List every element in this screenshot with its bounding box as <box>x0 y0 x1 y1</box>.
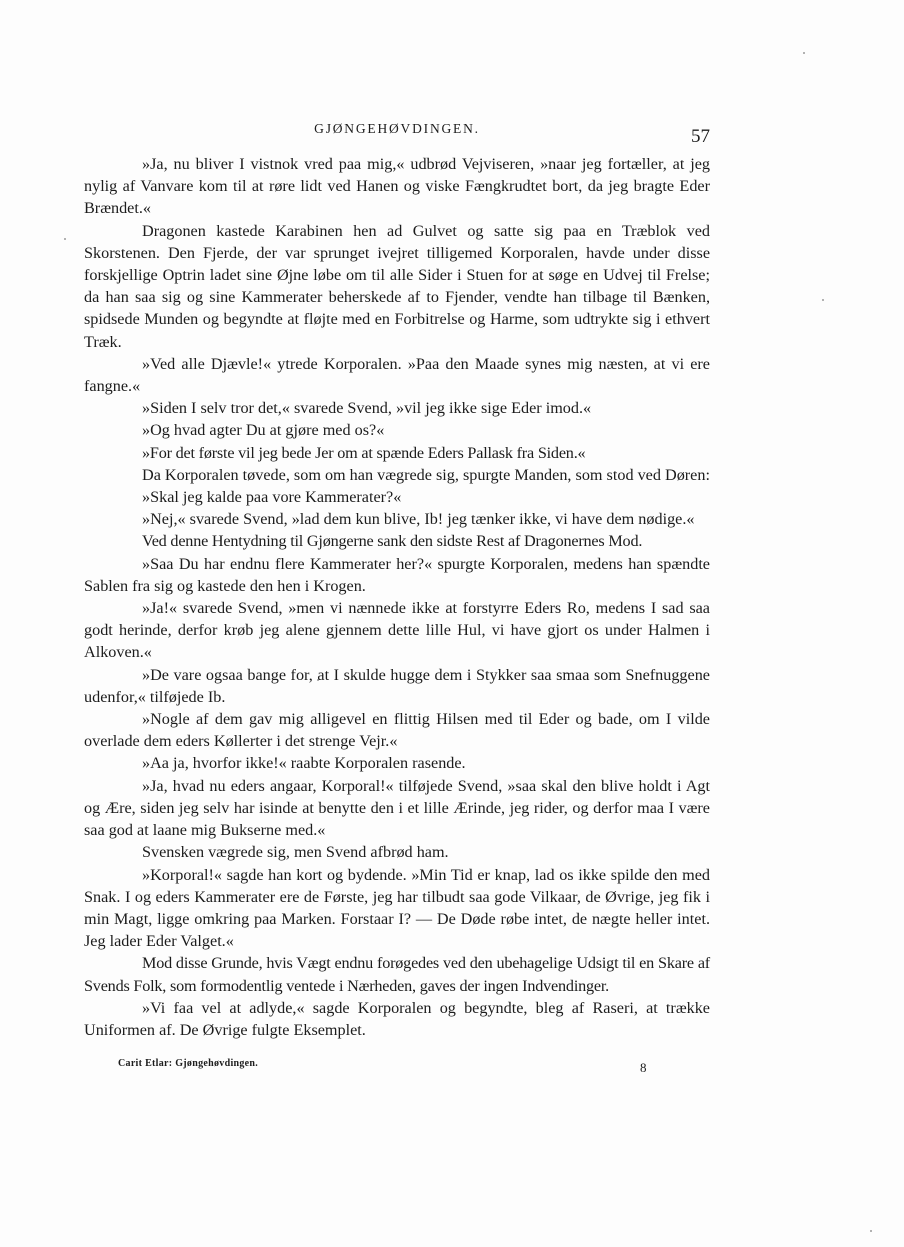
paper-speck <box>870 1230 872 1232</box>
paragraph: Ved denne Hentydning til Gjøngerne sank den sidste Rest af Dragonernes Mod. <box>142 532 643 551</box>
paper-speck <box>803 52 805 54</box>
paragraph: Dragonen kastede Karabinen hen ad Gulvet og satte sig paa en Træblok ved Skorstenen. Den Fjerde, der var sprunget ivejret tilligemed Korporalen, havde under disse forskjellige Optrin ladet sine Øjne løbe om til alle Sider i Stuen for at søge en Udvej til Frelse; da han saa sig og sine Kammerater beherskede af to Fjender, vendte han tilbage til Bænken, spidsede Munden og begyndte at fløjte med en Forbitrelse og Harme, som udtrykte sig i ethvert Træk. <box>84 221 710 351</box>
page-footer <box>84 1058 710 1078</box>
paragraph: »Skal jeg kalde paa vore Kammerater?« <box>142 488 402 507</box>
paragraph: »Korporal!« sagde han kort og bydende. »Min Tid er knap, lad os ikke spilde den med Snak. I og eders Kammerater ere de Første, jeg har tilbudt saa gode Vilkaar, de Øvrige, jeg fik i min Magt, ligge omkring paa Marken. Forstaar I? — De Døde røbe intet, de nægte heller intet. Jeg lader Eder Valget.« <box>84 865 710 951</box>
paragraph: »Vi faa vel at adlyde,« sagde Korporalen og begyndte, bleg af Raseri, at trække Uniformen af. De Øvrige fulgte Eksemplet. <box>84 998 710 1039</box>
page-number: 57 <box>691 126 710 147</box>
paragraph: Mod disse Grunde, hvis Vægt endnu forøgedes ved den ubehagelige Udsigt til en Skare af Svends Folk, som formodentlig ventede i Nærheden, gaves der ingen Indvendinger. <box>84 954 710 995</box>
signature-line: Carit Etlar: Gjøngehøvdingen. <box>118 1058 259 1069</box>
paragraph: »Ved alle Djævle!« ytrede Korporalen. »Paa den Maade synes mig næsten, at vi ere fangne.« <box>84 354 710 396</box>
paragraph: »Saa Du har endnu flere Kammerater her?« spurgte Korporalen, medens han spændte Sablen fra sig og kastede den hen i Krogen. <box>84 554 710 595</box>
paragraph: »Nogle af dem gav mig alligevel en flittig Hilsen med til Eder og bade, om I vilde overlade dem eders Køllerter i det strenge Vejr.« <box>84 710 710 751</box>
paragraph: »For det første vil jeg bede Jer om at spænde Eders Pallask fra Siden.« <box>142 443 586 462</box>
paper-speck <box>822 299 824 301</box>
sheet-number: 8 <box>640 1060 647 1075</box>
paragraph: »Ja, nu bliver I vistnok vred paa mig,« udbrød Vejviseren, »naar jeg fortæller, at jeg nylig af Vanvare kom til at røre lidt ved Hanen og viske Fængkrudtet bort, da jeg bragte Eder Brændet.« <box>84 155 710 218</box>
body-text <box>84 153 710 1041</box>
running-head <box>84 121 710 145</box>
paper-speck <box>64 238 66 240</box>
paragraph: »De vare ogsaa bange for, at I skulde hugge dem i Stykker saa smaa som Snefnuggene udenfor,« tilføjede Ib. <box>84 665 710 706</box>
paragraph: Da Korporalen tøvede, som om han vægrede sig, spurgte Manden, som stod ved Døren: <box>142 465 710 484</box>
paragraph: »Ja!« svarede Svend, »men vi nænnede ikke at forstyrre Eders Ro, medens I sad saa godt herinde, derfor krøb jeg alene gjennem dette lille Hul, vi have gjort os under Halmen i Alkoven.« <box>84 599 710 662</box>
paragraph: Svensken vægrede sig, men Svend afbrød ham. <box>142 843 449 862</box>
running-title: GJØNGEHØVDINGEN. <box>314 121 480 136</box>
paragraph: »Og hvad agter Du at gjøre med os?« <box>142 421 385 440</box>
paragraph: »Siden I selv tror det,« svarede Svend, »vil jeg ikke sige Eder imod.« <box>142 399 592 418</box>
paragraph: »Ja, hvad nu eders angaar, Korporal!« tilføjede Svend, »saa skal den blive holdt i Agt og Ære, siden jeg selv har isinde at benytte den i et lille Ærinde, jeg rider, og derfor maa I være saa god at laane mig Bukserne med.« <box>84 776 710 840</box>
paragraph: »Nej,« svarede Svend, »lad dem kun blive, Ib! jeg tænker ikke, vi have dem nødige.« <box>142 510 695 529</box>
paragraph: »Aa ja, hvorfor ikke!« raabte Korporalen rasende. <box>142 754 466 773</box>
